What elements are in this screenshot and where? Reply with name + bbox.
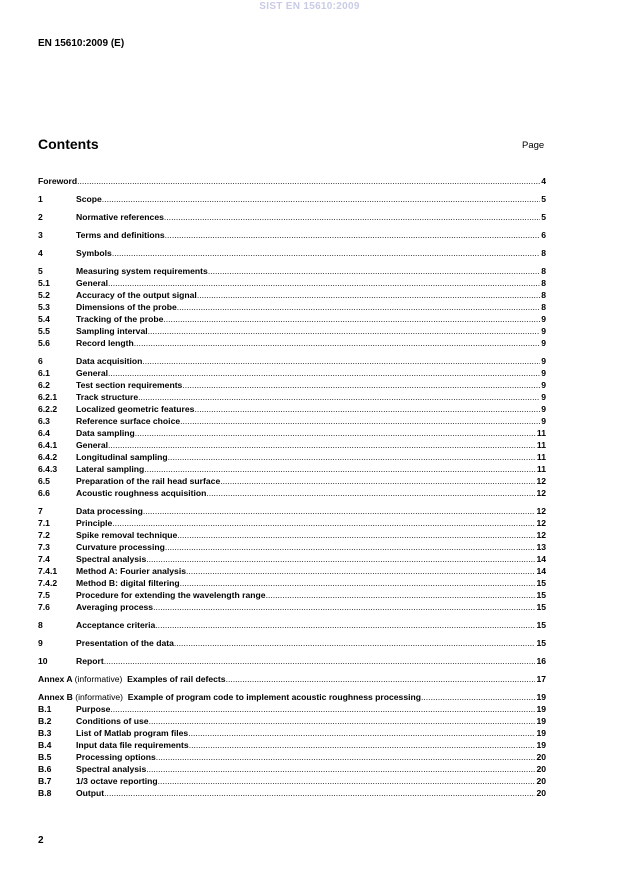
toc-entry-title: Data sampling — [76, 428, 135, 438]
dot-leader — [177, 301, 540, 313]
dot-leader — [134, 337, 540, 349]
toc-entry-page: 20 — [536, 752, 546, 762]
toc-entry-title: Foreword — [38, 176, 78, 186]
toc-entry-page: 14 — [536, 554, 546, 564]
toc-entry[interactable] — [38, 211, 546, 223]
dot-leader — [189, 739, 536, 751]
toc-entry-title: Presentation of the data — [76, 638, 174, 648]
toc-entry[interactable] — [38, 541, 546, 553]
toc-entry-number: 7.1 — [38, 518, 50, 528]
toc-entry-page: 12 — [536, 488, 546, 498]
dot-leader — [197, 289, 540, 301]
toc-entry-page: 19 — [536, 728, 546, 738]
toc-entry-title: Dimensions of the probe — [76, 302, 177, 312]
dot-leader — [146, 553, 535, 565]
toc-entry[interactable] — [38, 379, 546, 391]
toc-entry-title: Purpose — [76, 704, 111, 714]
toc-entry-number: 10 — [38, 656, 48, 666]
toc-entry-page: 19 — [536, 692, 546, 702]
toc-entry-title: 1/3 octave reporting — [76, 776, 158, 786]
toc-entry-title: Acoustic roughness acquisition — [76, 488, 207, 498]
toc-entry-number: 7.4.2 — [38, 578, 58, 588]
toc-entry[interactable] — [38, 367, 546, 379]
toc-entry-title: Symbols — [76, 248, 112, 258]
toc-entry-page: 13 — [536, 542, 546, 552]
toc-entry-number: B.4 — [38, 740, 52, 750]
toc-entry-title: Record length — [76, 338, 134, 348]
toc-entry-page: 9 — [541, 368, 546, 378]
table-of-contents — [38, 175, 546, 799]
toc-entry-number: 6.2.1 — [38, 392, 58, 402]
toc-entry[interactable] — [38, 193, 546, 205]
dot-leader — [112, 517, 535, 529]
annex-label: Annex B — [38, 692, 73, 702]
toc-entry-page: 15 — [536, 590, 546, 600]
toc-entry[interactable] — [38, 517, 546, 529]
toc-entry[interactable] — [38, 727, 546, 739]
toc-entry-number: 4 — [38, 248, 43, 258]
dot-leader — [177, 529, 535, 541]
dot-leader — [108, 277, 540, 289]
toc-entry-title: List of Matlab program files — [76, 728, 189, 738]
toc-entry-number: B.1 — [38, 704, 52, 714]
dot-leader — [142, 355, 540, 367]
toc-entry-page: 11 — [536, 440, 546, 450]
toc-entry-number: 5.3 — [38, 302, 50, 312]
dot-leader — [158, 775, 536, 787]
toc-entry-number: 6.4.3 — [38, 464, 58, 474]
page-number: 2 — [38, 835, 44, 846]
toc-entry[interactable] — [38, 577, 546, 589]
toc-entry-page: 11 — [536, 428, 546, 438]
annex-informative-label: (informative) — [75, 692, 124, 702]
toc-entry[interactable] — [38, 415, 546, 427]
toc-entry-page: 8 — [541, 290, 546, 300]
toc-entry[interactable] — [38, 475, 546, 487]
toc-entry-number: 3 — [38, 230, 43, 240]
toc-entry-title: Spectral analysis — [76, 764, 147, 774]
toc-entry-page: 20 — [536, 776, 546, 786]
toc-entry-page: 12 — [536, 530, 546, 540]
dot-leader — [144, 463, 536, 475]
dot-leader — [155, 619, 535, 631]
toc-entry[interactable] — [38, 565, 546, 577]
toc-entry[interactable] — [38, 391, 546, 403]
dot-leader — [146, 763, 535, 775]
dot-leader — [266, 589, 536, 601]
toc-entry-title: General — [76, 440, 109, 450]
toc-entry-title: Spectral analysis — [76, 554, 147, 564]
toc-entry-title: Acceptance criteria — [76, 620, 156, 630]
toc-entry-number: B.6 — [38, 764, 52, 774]
toc-entry[interactable] — [38, 751, 546, 763]
toc-entry-number: 6.4.1 — [38, 440, 58, 450]
dot-leader — [165, 229, 541, 241]
toc-entry-page: 14 — [536, 566, 546, 576]
dot-leader — [208, 265, 540, 277]
toc-entry-number: 6.5 — [38, 476, 50, 486]
toc-entry-page: 9 — [541, 380, 546, 390]
toc-entry-title: Method B: digital filtering — [76, 578, 180, 588]
toc-entry-title: General — [76, 278, 109, 288]
dot-leader — [104, 787, 535, 799]
toc-entry-number: 7.6 — [38, 602, 50, 612]
toc-entry[interactable] — [38, 337, 546, 349]
toc-entry-page: 9 — [541, 356, 546, 366]
toc-entry-page: 6 — [541, 230, 546, 240]
toc-entry-page: 5 — [541, 212, 546, 222]
toc-entry[interactable] — [38, 463, 546, 475]
toc-entry[interactable] — [38, 715, 546, 727]
toc-entry-page: 16 — [536, 656, 546, 666]
toc-entry[interactable] — [38, 655, 546, 667]
toc-entry-number: 5.5 — [38, 326, 50, 336]
dot-leader — [164, 211, 540, 223]
toc-entry-title: Reference surface choice — [76, 416, 181, 426]
toc-entry-number: 2 — [38, 212, 43, 222]
dot-leader — [174, 637, 536, 649]
toc-entry-number: 5.1 — [38, 278, 50, 288]
toc-entry-number: 6.4 — [38, 428, 50, 438]
toc-entry[interactable] — [38, 313, 546, 325]
toc-entry-page: 17 — [536, 674, 546, 684]
dot-leader — [148, 325, 541, 337]
watermark: SIST EN 15610:2009 — [259, 1, 360, 12]
toc-entry-number: 5.2 — [38, 290, 50, 300]
dot-leader — [138, 391, 540, 403]
toc-entry-page: 9 — [541, 326, 546, 336]
toc-entry-title: Longitudinal sampling — [76, 452, 168, 462]
toc-entry-page: 15 — [536, 602, 546, 612]
toc-entry-page: 4 — [541, 176, 546, 186]
toc-entry[interactable] — [38, 529, 546, 541]
toc-entry[interactable] — [38, 451, 546, 463]
dot-leader — [102, 193, 540, 205]
toc-entry[interactable] — [38, 619, 546, 631]
toc-entry-page: 19 — [536, 740, 546, 750]
dot-leader — [108, 367, 540, 379]
toc-entry[interactable] — [38, 427, 546, 439]
contents-heading: Contents — [38, 136, 99, 152]
toc-entry-title: Sampling interval — [76, 326, 148, 336]
toc-entry-number: B.2 — [38, 716, 52, 726]
toc-entry-page: 15 — [536, 638, 546, 648]
toc-entry-title: Spike removal technique — [76, 530, 178, 540]
toc-entry-title: Data processing — [76, 506, 143, 516]
toc-entry[interactable] — [38, 739, 546, 751]
toc-entry-title: Method A: Fourier analysis — [76, 566, 186, 576]
toc-entry[interactable] — [38, 175, 546, 187]
toc-entry-number: 6 — [38, 356, 43, 366]
toc-entry-title: Localized geometric features — [76, 404, 195, 414]
toc-entry-page: 15 — [536, 620, 546, 630]
toc-entry-title: Input data file requirements — [76, 740, 189, 750]
toc-entry[interactable] — [38, 229, 546, 241]
toc-entry-page: 19 — [536, 716, 546, 726]
toc-entry-page: 12 — [536, 518, 546, 528]
toc-entry-page: 9 — [541, 392, 546, 402]
dot-leader — [188, 727, 535, 739]
toc-entry-number: 6.4.2 — [38, 452, 58, 462]
dot-leader — [220, 475, 535, 487]
document-id: EN 15610:2009 (E) — [38, 38, 125, 49]
toc-entry[interactable] — [38, 637, 546, 649]
dot-leader — [108, 439, 536, 451]
toc-entry-title: Normative references — [76, 212, 164, 222]
toc-entry-title: Output — [76, 788, 105, 798]
toc-entry-number: 6.2.2 — [38, 404, 58, 414]
dot-leader — [135, 427, 536, 439]
toc-entry[interactable] — [38, 277, 546, 289]
dot-leader — [153, 601, 535, 613]
toc-entry-title: Curvature processing — [76, 542, 165, 552]
toc-entry-number: 6.1 — [38, 368, 50, 378]
toc-entry-page: 11 — [536, 452, 546, 462]
toc-entry[interactable] — [38, 487, 546, 499]
toc-entry-number: 6.6 — [38, 488, 50, 498]
dot-leader — [194, 403, 540, 415]
toc-entry[interactable] — [38, 265, 546, 277]
toc-entry-title: Averaging process — [76, 602, 154, 612]
dot-leader — [182, 379, 540, 391]
toc-entry-number: 7.2 — [38, 530, 50, 540]
toc-entry-title: General — [76, 368, 109, 378]
dot-leader — [165, 541, 536, 553]
toc-entry-title: Accuracy of the output signal — [76, 290, 197, 300]
dot-leader — [104, 655, 536, 667]
toc-entry[interactable] — [38, 289, 546, 301]
toc-entry-page: 8 — [541, 266, 546, 276]
toc-entry-page: 12 — [536, 506, 546, 516]
toc-entry-number: B.7 — [38, 776, 52, 786]
toc-entry-page: 19 — [536, 704, 546, 714]
toc-entry-page: 11 — [536, 464, 546, 474]
toc-entry-title: Preparation of the rail head surface — [76, 476, 221, 486]
toc-entry-number: 7.4.1 — [38, 566, 58, 576]
toc-entry-number: 5.6 — [38, 338, 50, 348]
toc-entry-title: Procedure for extending the wavelength range — [76, 590, 266, 600]
toc-entry-title: Principle — [76, 518, 113, 528]
dot-leader — [156, 751, 536, 763]
toc-entry-page: 20 — [536, 788, 546, 798]
toc-entry[interactable] — [38, 775, 546, 787]
annex-title: Examples of rail defects — [127, 674, 226, 684]
toc-entry[interactable] — [38, 247, 546, 259]
toc-entry-number: B.3 — [38, 728, 52, 738]
toc-entry[interactable] — [38, 763, 546, 775]
dot-leader — [421, 691, 535, 703]
toc-entry-page: 5 — [541, 194, 546, 204]
toc-entry[interactable] — [38, 691, 546, 703]
toc-entry-title: Tracking of the probe — [76, 314, 164, 324]
toc-entry-page: 12 — [536, 476, 546, 486]
toc-entry-page: 8 — [541, 248, 546, 258]
dot-leader — [180, 577, 536, 589]
toc-entry-number: 5 — [38, 266, 43, 276]
toc-entry[interactable] — [38, 601, 546, 613]
toc-entry-number: 6.3 — [38, 416, 50, 426]
toc-entry[interactable] — [38, 403, 546, 415]
toc-entry-number: 7.4 — [38, 554, 50, 564]
toc-entry[interactable] — [38, 355, 546, 367]
toc-entry[interactable] — [38, 505, 546, 517]
toc-entry-title: Track structure — [76, 392, 139, 402]
dot-leader — [112, 247, 540, 259]
toc-entry-title — [38, 673, 226, 685]
toc-entry-page: 9 — [541, 404, 546, 414]
dot-leader — [149, 715, 536, 727]
toc-entry-title: Test section requirements — [76, 380, 183, 390]
toc-entry[interactable] — [38, 553, 546, 565]
dot-leader — [143, 505, 536, 517]
toc-entry-page: 15 — [536, 578, 546, 588]
dot-leader — [77, 175, 540, 187]
toc-entry[interactable] — [38, 787, 546, 799]
toc-entry-page: 9 — [541, 314, 546, 324]
toc-entry-page: 20 — [536, 764, 546, 774]
toc-entry-number: 6.2 — [38, 380, 50, 390]
toc-entry-number: 8 — [38, 620, 43, 630]
toc-entry-number: 1 — [38, 194, 43, 204]
toc-entry-title: Report — [76, 656, 104, 666]
toc-entry-number: 7 — [38, 506, 43, 516]
toc-entry-title: Scope — [76, 194, 102, 204]
toc-entry-page: 9 — [541, 338, 546, 348]
page-column-label: Page — [522, 140, 545, 151]
annex-informative-label: (informative) — [74, 674, 123, 684]
annex-title: Example of program code to implement acoustic roughness processing — [127, 692, 422, 702]
dot-leader — [226, 673, 536, 685]
toc-entry-title: Lateral sampling — [76, 464, 145, 474]
toc-entry-title: Conditions of use — [76, 716, 149, 726]
toc-entry-number: B.5 — [38, 752, 52, 762]
dot-leader — [110, 703, 535, 715]
toc-entry-title: Processing options — [76, 752, 156, 762]
toc-entry-number: 7.3 — [38, 542, 50, 552]
toc-entry-page: 9 — [541, 416, 546, 426]
toc-entry[interactable] — [38, 703, 546, 715]
toc-entry-page: 8 — [541, 278, 546, 288]
toc-entry-number: B.8 — [38, 788, 52, 798]
toc-entry[interactable] — [38, 673, 546, 685]
toc-entry[interactable] — [38, 325, 546, 337]
dot-leader — [163, 313, 540, 325]
dot-leader — [180, 415, 540, 427]
toc-entry-page: 8 — [541, 302, 546, 312]
toc-entry-number: 9 — [38, 638, 43, 648]
dot-leader — [186, 565, 535, 577]
toc-entry-title: Terms and definitions — [76, 230, 165, 240]
toc-entry-title: Measuring system requirements — [76, 266, 208, 276]
toc-entry[interactable] — [38, 589, 546, 601]
toc-entry-title: Data acquisition — [76, 356, 143, 366]
toc-entry-number: 5.4 — [38, 314, 50, 324]
toc-entry[interactable] — [38, 439, 546, 451]
toc-entry[interactable] — [38, 301, 546, 313]
dot-leader — [168, 451, 536, 463]
annex-label: Annex A — [38, 674, 73, 684]
toc-entry-number: 7.5 — [38, 590, 50, 600]
dot-leader — [206, 487, 535, 499]
toc-entry-title — [38, 691, 421, 703]
